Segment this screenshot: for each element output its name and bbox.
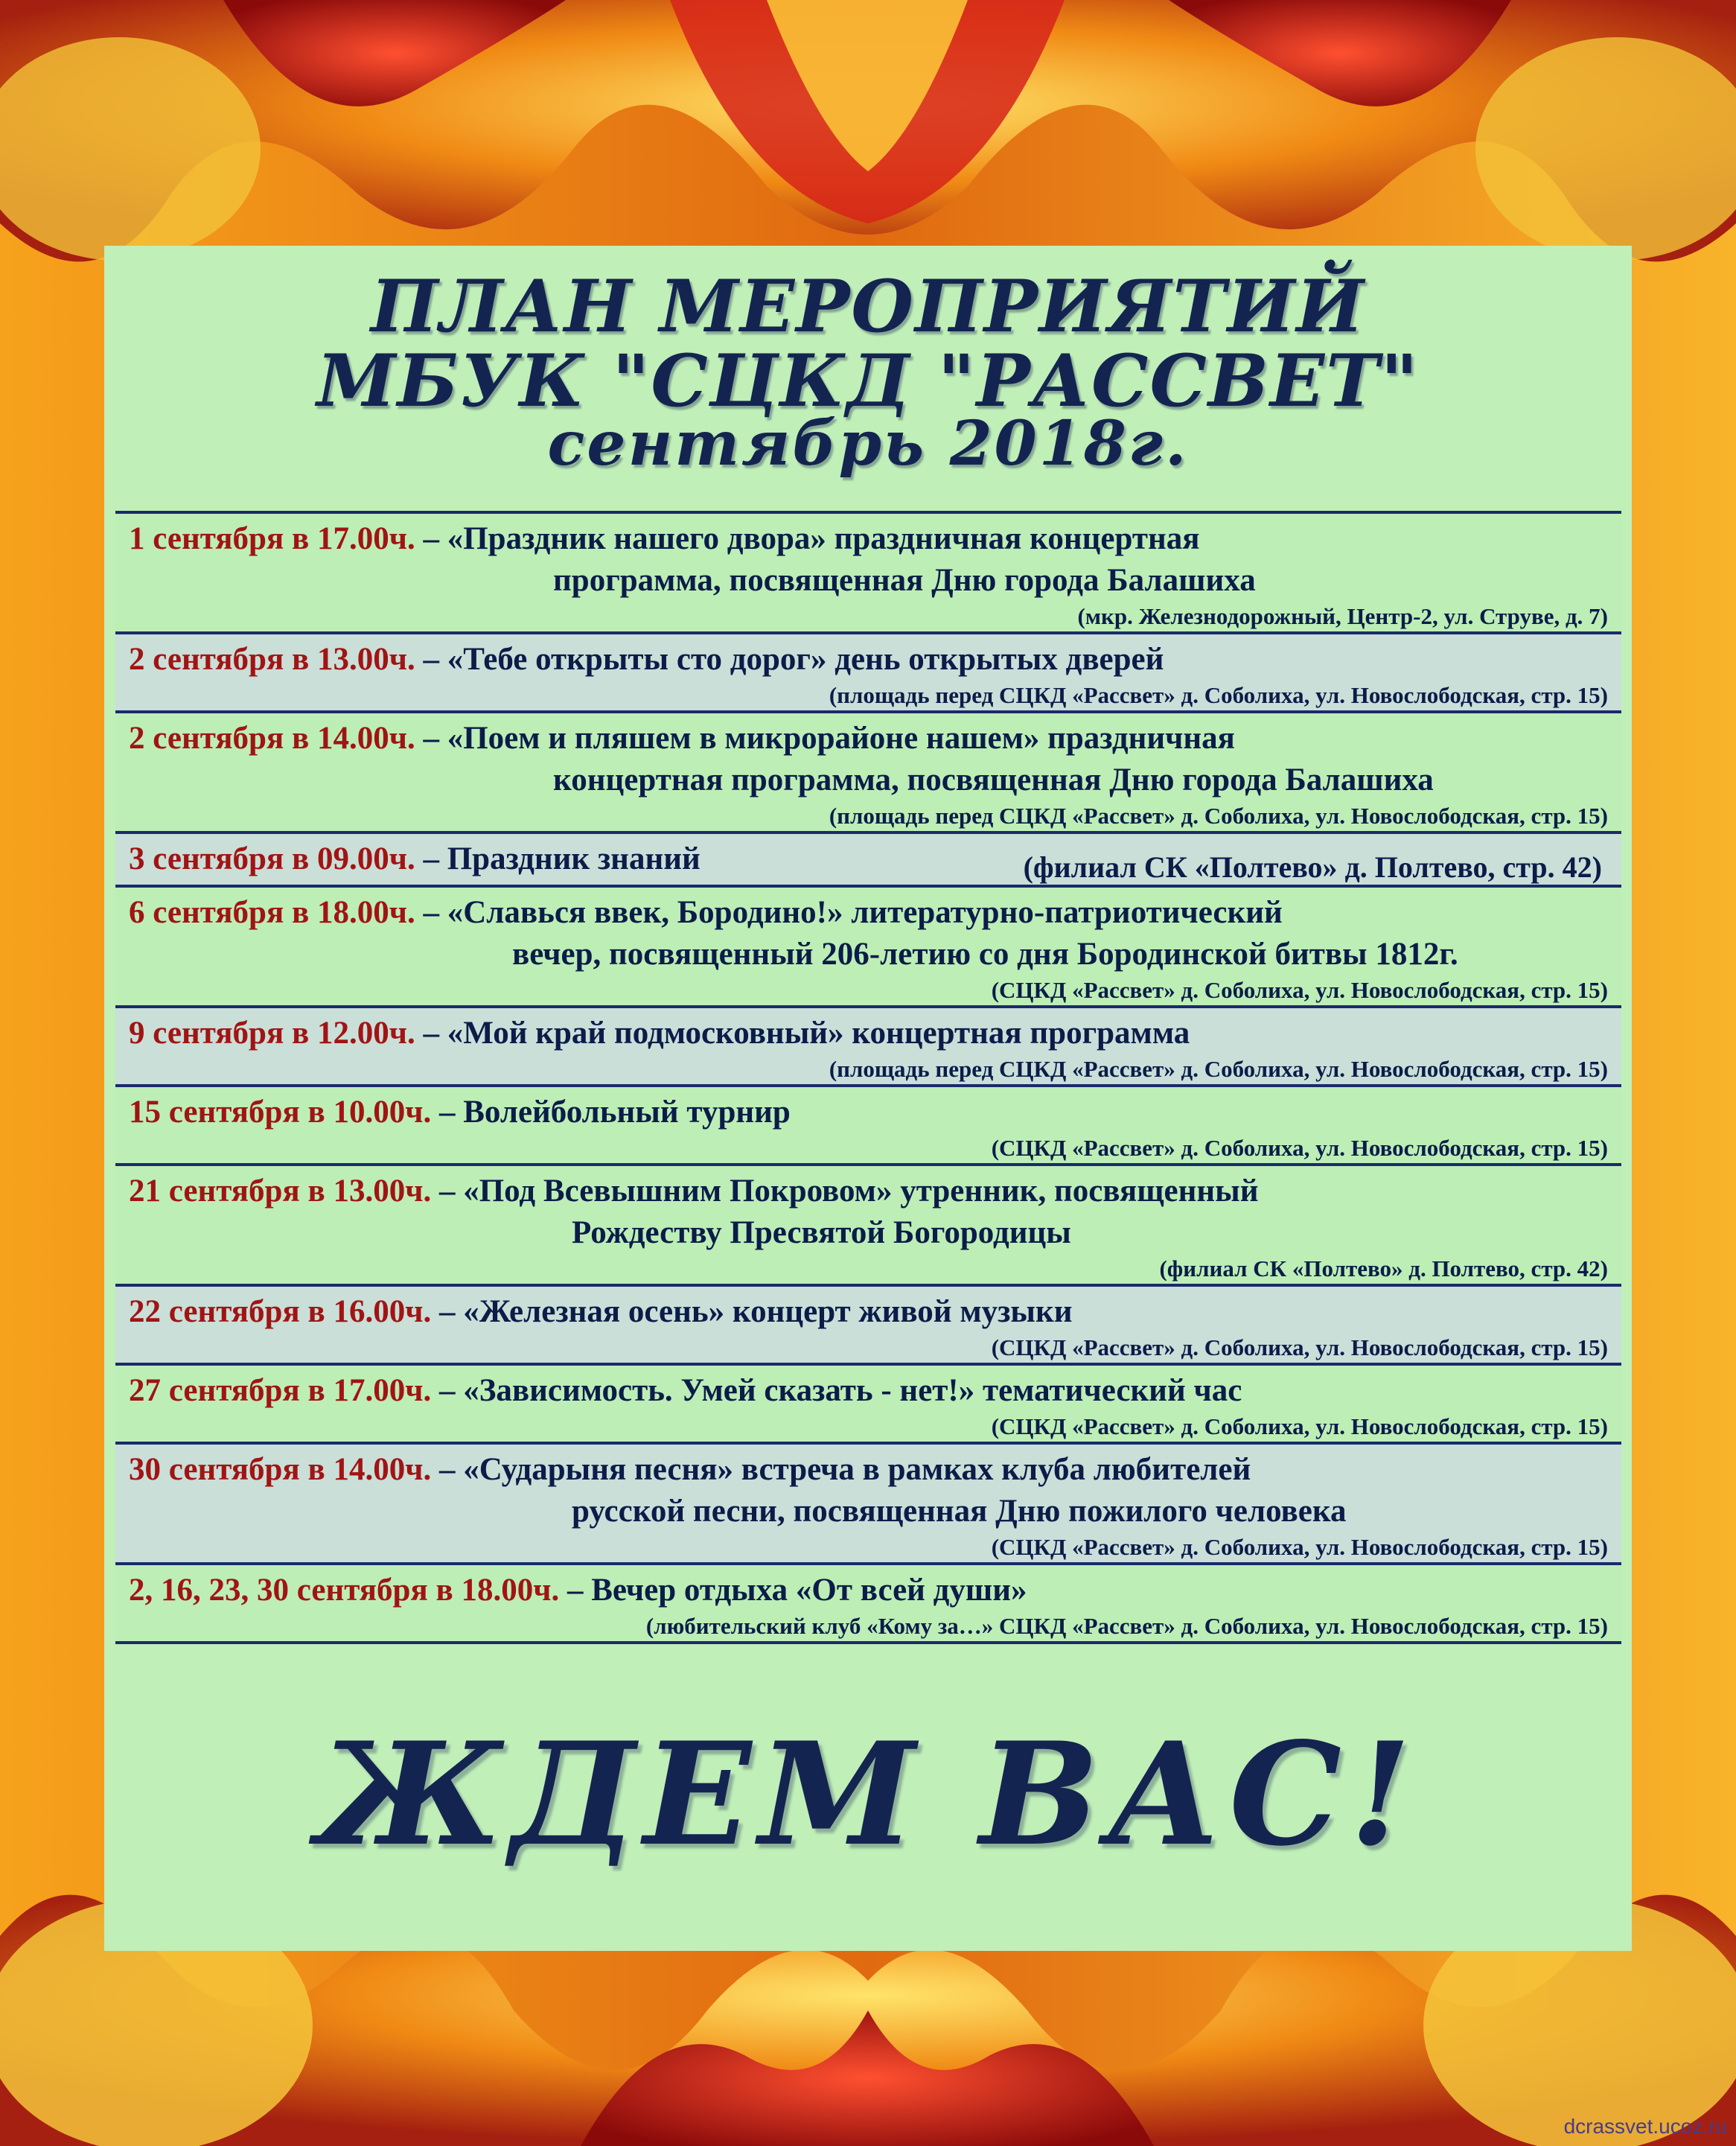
event-location: (мкр. Железнодорожный, Центр-2, ул. Струве, д. 7) — [1077, 603, 1608, 629]
event-title: – «Праздник нашего двора» праздничная концертная — [415, 521, 1200, 556]
event-location: (филиал СК «Полтево» д. Полтево, стр. 42) — [1159, 1255, 1608, 1281]
event-row — [115, 885, 1621, 1005]
event-location: (СЦКД «Рассвет» д. Соболиха, ул. Новослободская, стр. 15) — [991, 1534, 1608, 1560]
event-title: – «Зависимость. Умей сказать - нет!» тематический час — [431, 1373, 1242, 1408]
event-title: – Праздник знаний — [415, 841, 701, 876]
event-description: Рождеству Пресвятой Богородицы — [572, 1215, 1071, 1250]
event-row — [115, 1163, 1621, 1284]
event-location: (СЦКД «Рассвет» д. Соболиха, ул. Новослободская, стр. 15) — [991, 977, 1608, 1003]
event-row — [115, 1005, 1621, 1084]
event-date: 27 сентября в 17.00ч. — [129, 1373, 432, 1408]
event-location: (СЦКД «Рассвет» д. Соболиха, ул. Новослободская, стр. 15) — [991, 1413, 1608, 1439]
event-date: 2, 16, 23, 30 сентября в 18.00ч. — [129, 1573, 560, 1608]
event-row — [115, 1562, 1621, 1644]
event-title: – «Тебе открыты сто дорог» день открытых дверей — [415, 642, 1164, 677]
event-location: (СЦКД «Рассвет» д. Соболиха, ул. Новослободская, стр. 15) — [991, 1334, 1608, 1360]
event-date: 21 сентября в 13.00ч. — [129, 1174, 432, 1209]
event-row — [115, 710, 1621, 831]
website-watermark: dcrassvet.ucoz.ru — [1563, 2115, 1727, 2138]
event-title: – Волейбольный турнир — [431, 1095, 791, 1130]
event-date: 22 сентября в 16.00ч. — [129, 1294, 432, 1329]
event-row — [115, 631, 1621, 710]
event-location: (площадь перед СЦКД «Рассвет» д. Соболиха, ул. Новослободская, стр. 15) — [829, 682, 1608, 708]
event-title: – Вечер отдыха «От всей души» — [559, 1573, 1027, 1608]
event-date: 1 сентября в 17.00ч. — [129, 521, 415, 556]
poster-title: ПЛАН МЕРОПРИЯТИЙ — [370, 264, 1366, 348]
event-row — [115, 831, 1621, 885]
invitation-footer: ЖДЕМ ВАС! — [317, 1711, 1419, 1877]
events-list — [115, 511, 1621, 1644]
event-date: 15 сентября в 10.00ч. — [129, 1095, 432, 1130]
event-description: концертная программа, посвященная Дню города Балашиха — [553, 762, 1434, 797]
event-description: вечер, посвященный 206-летию со дня Бородинской битвы 1812г. — [512, 937, 1458, 972]
event-row — [115, 1084, 1621, 1163]
organization-name: МБУК "СЦКД "РАССВЕТ" — [316, 339, 1420, 423]
event-date: 6 сентября в 18.00ч. — [129, 895, 415, 930]
event-location: (любительский клуб «Кому за…» СЦКД «Рассвет» д. Соболиха, ул. Новослободская, стр. 15) — [645, 1613, 1608, 1639]
event-location: (СЦКД «Рассвет» д. Соболиха, ул. Новослободская, стр. 15) — [991, 1135, 1608, 1161]
event-description: русской песни, посвященная Дню пожилого человека — [572, 1494, 1347, 1529]
event-date: 9 сентября в 12.00ч. — [129, 1016, 415, 1051]
event-date: 2 сентября в 14.00ч. — [129, 721, 415, 756]
event-title: – «Железная осень» концерт живой музыки — [431, 1294, 1073, 1329]
event-title: – «Под Всевышним Покровом» утренник, посвященный — [431, 1174, 1259, 1209]
event-date: 3 сентября в 09.00ч. — [129, 841, 415, 876]
event-title: – «Сударыня песня» встреча в рамках клуба любителей — [431, 1452, 1251, 1487]
event-location: (филиал СК «Полтево» д. Полтево, стр. 42) — [1023, 850, 1602, 884]
event-date: 30 сентября в 14.00ч. — [129, 1452, 432, 1487]
event-row — [115, 1363, 1621, 1442]
event-title: – «Славься ввек, Бородино!» литературно-патриотический — [415, 895, 1283, 930]
event-title: – «Мой край подмосковный» концертная программа — [415, 1016, 1190, 1051]
event-row — [115, 511, 1621, 631]
event-row — [115, 1284, 1621, 1363]
event-title: – «Поем и пляшем в микрорайоне нашем» праздничная — [415, 721, 1235, 756]
event-location: (площадь перед СЦКД «Рассвет» д. Соболиха, ул. Новослободская, стр. 15) — [829, 1056, 1608, 1082]
month-label: сентябрь 2018г. — [547, 408, 1189, 480]
event-row — [115, 1442, 1621, 1562]
event-date: 2 сентября в 13.00ч. — [129, 642, 415, 677]
event-description: программа, посвященная Дню города Балашиха — [553, 563, 1256, 598]
event-location: (площадь перед СЦКД «Рассвет» д. Соболиха, ул. Новослободская, стр. 15) — [829, 803, 1608, 829]
